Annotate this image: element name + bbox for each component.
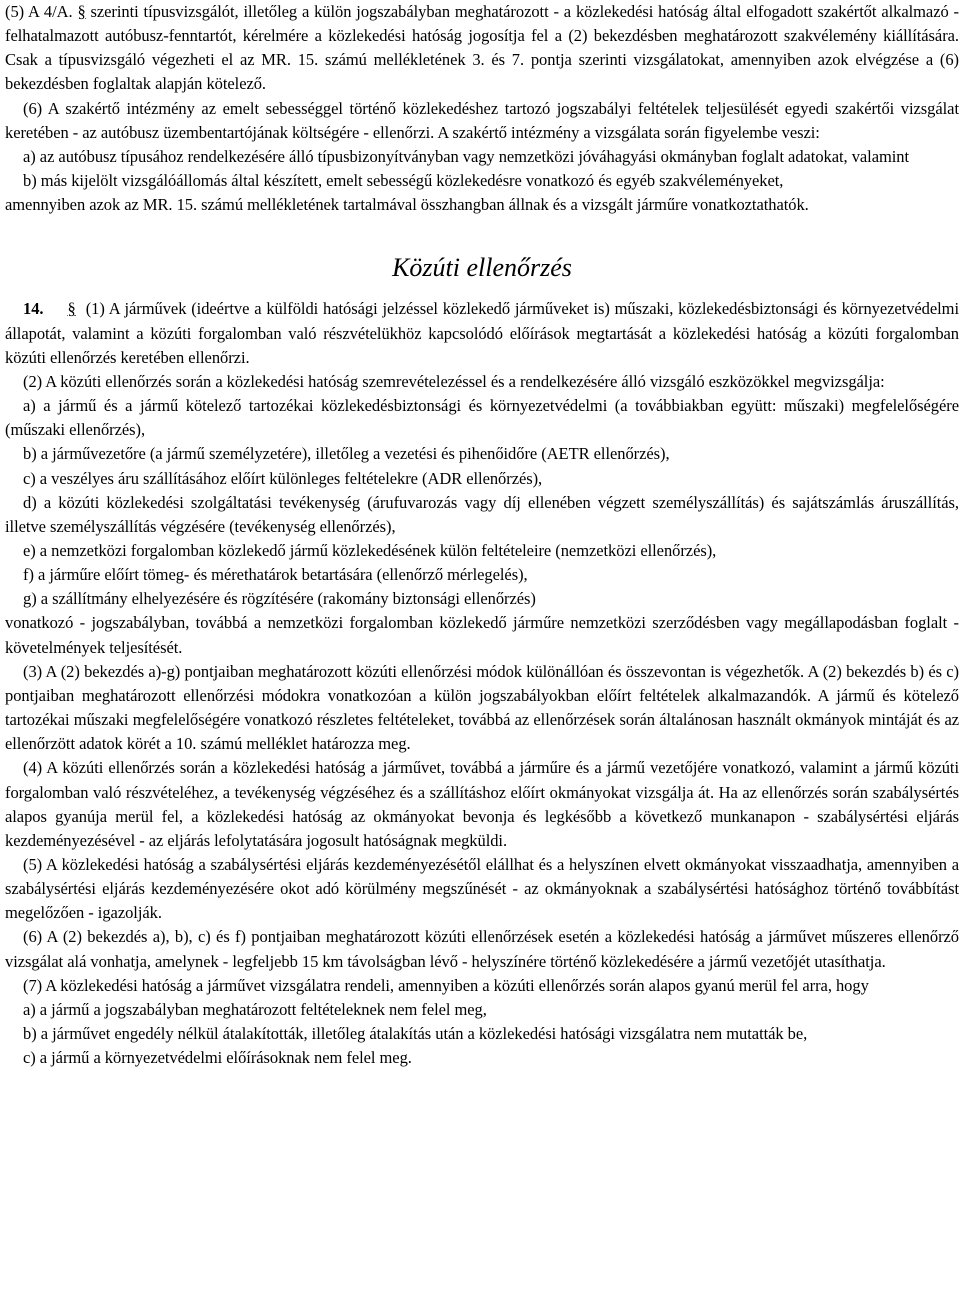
paragraph-5-prefix: (5) A 4/A. [5,2,73,21]
section-reference-link[interactable]: § [77,2,86,21]
section-14-item-e: e) a nemzetközi forgalomban közlekedő jármű közlekedésének külön feltételeire (nemzetközi ellenőrzés), [23,540,717,560]
section-14-item-c: c) a veszélyes áru szállításához előírt különleges feltételekre (ADR ellenőrzés), [23,468,543,488]
paragraph-6-end: amennyiben azok az MR. 15. számú mellékletének tartalmával összhangban állnak és a vizsgált járműre vonatkoztathatók. [5,195,809,215]
section-14-paragraph-5: (5) A közlekedési hatóság a szabálysértési eljárás kezdeményezésétől elállhat és a helyszínen elvett okmányokat visszaadhatja, amennyiben a szabálysértési eljárás kezdeményezésére okot adó körülmény megszűnését - az okmányoknak a szabálysértési hatósághoz történő továbbítást megelőzően - igazolják. [5,855,959,923]
section-14-paragraph-2-end: vonatkozó - jogszabályban, továbbá a nemzetközi forgalomban közlekedő járműre nemzetközi szerződésben vagy megállapodásban foglalt - követelmények teljesítését. [5,613,959,657]
section-14-item-a: a) a jármű és a jármű kötelező tartozékai közlekedésbiztonsági és környezetvédelmi (a továbbiakban együtt: műszaki) megfelelőségére (műszaki ellenőrzés), [5,396,959,440]
section-14-p7-item-b: b) a járművet engedély nélkül átalakították, illetőleg átalakítás után a közlekedési hatósági vizsgálatra nem mutatták be, [23,1024,808,1044]
section-14-item-f: f) a járműre előírt tömeg- és mérethatárok betartására (ellenőrző mérlegelés), [23,565,528,585]
document-page [5,0,959,1070]
paragraph-6-item-a: a) az autóbusz típusához rendelkezésére álló típusbizonyítványban vagy nemzetközi jóváhagyási okmányban foglalt adatokat, valamint [23,146,910,166]
section-14-paragraph-2: (2) A közúti ellenőrzés során a közlekedési hatóság szemrevételezéssel és a rendelkezésére álló vizsgáló eszközökkel megvizsgálja: [23,371,885,391]
section-14-item-b: b) a járművezetőre (a jármű személyzetére), illetőleg a vezetési és pihenőidőre (AETR ellenőrzés), [23,444,670,464]
section-14-p7-item-c: c) a jármű a környezetvédelmi előírásoknak nem felel meg. [23,1048,412,1068]
paragraph-5 [5,0,959,97]
section-14-paragraph-1 [5,297,959,369]
section-14-paragraph-6: (6) A (2) bekezdés a), b), c) és f) pontjaiban meghatározott közúti ellenőrzések esetén a közlekedési hatóság a járművet műszeres ellenőrző vizsgálat alá vonhatja, amelynek - legfeljebb 15 km távolságban lévő - helyszínére történő közlekedésére a jármű vezetőjét utasíthatja. [5,927,959,971]
section-mark-link[interactable]: § [67,299,76,319]
section-14-paragraph-4: (4) A közúti ellenőrzés során a közlekedési hatóság a járművet, továbbá a járműre és a jármű vezetőjére vonatkozó, valamint a jármű közúti forgalomban való részvételéhez, a tevékenység végzéséhez és a szállításhoz előírt okmányokat vizsgálja át. Ha az ellenőrzés során szabálysértés alapos gyanúja merül fel, a közlekedési hatóság az okmányokat bevonja és legkésőbb a következő munkanapon - szabálysértési eljárás kezdeményezésével - az eljárás lefolytatására jogosult hatóságnak megküldi. [5,758,959,850]
paragraph-6: (6) A szakértő intézmény az emelt sebességgel történő közlekedéshez tartozó jogszabályi feltételek teljesülését egyedi szakértői vizsgálat keretében - az autóbusz üzembentartójának költségére - ellenőrzi. A szakértő intézmény a vizsgálata során figyelembe veszi: [5,98,959,142]
paragraph-5-text: szerinti típusvizsgálót, illetőleg a külön jogszabályban meghatározott - a közlekedési hatóság által elfogadott szakértőt alkalmazó - felhatalmazott autóbusz-fenntartót, kérelmére a közlekedési hatóság jogosítja fel a (2) bekezdésben meghatározott szakvélemény kiállítására. Csak a típusvizsgáló végezheti el az MR. 15. számú mellékletének 3. és 7. pontja szerinti vizsgálatokat, amennyiben azok elvégzése a (6) bekezdésben foglaltak alapján kötelező. [5,2,959,94]
section-14-item-g: g) a szállítmány elhelyezésére és rögzítésére (rakomány biztonsági ellenőrzés) [23,589,536,609]
section-14-item-d: d) a közúti közlekedési szolgáltatási tevékenység (árufuvarozás vagy díj ellenében végzett személyszállítás) és sajátszámlás áruszállítás, illetve személyszállítás végzésére (tevékenység ellenőrzés), [5,492,959,536]
section-14-p1-text: (1) A járművek (ideértve a külföldi hatósági jelzéssel közlekedő járműveket is) műszaki, közlekedésbiztonsági és környezetvédelmi állapotát, valamint a közúti forgalomban való részvételükhöz kapcsolódó előírások megtartását a közlekedési hatóság a közúti forgalomban közúti ellenőrzés keretében ellenőrzi. [5,299,959,367]
paragraph-6-item-b: b) más kijelölt vizsgálóállomás által készített, emelt sebességű közlekedésre vonatkozó és egyéb szakvéleményeket, [23,171,784,191]
section-14-p7-item-a: a) a jármű a jogszabályban meghatározott feltételeknek nem felel meg, [23,999,487,1019]
section-14-paragraph-7: (7) A közlekedési hatóság a járművet vizsgálatra rendeli, amennyiben a közúti ellenőrzés során alapos gyanú merül fel arra, hogy [23,975,869,995]
section-14-paragraph-3: (3) A (2) bekezdés a)-g) pontjaiban meghatározott közúti ellenőrzési módok különállóan és összevontan is végezhetők. A (2) bekezdés b) és c) pontjaiban meghatározott ellenőrzési módokra vonatkozóan a külön jogszabályokban előírt feltételek alkalmazandók. A jármű és kötelező tartozékai műszaki megfelelőségére vonatkozó részletes feltételeket, továbbá az ellenőrzések során általánosan használt okmányok mintáját és az ellenőrzött adatok körét a 10. számú melléklet határozza meg. [5,661,959,754]
section-heading: Közúti ellenőrzés [392,253,572,283]
section-number: 14. [23,299,44,319]
